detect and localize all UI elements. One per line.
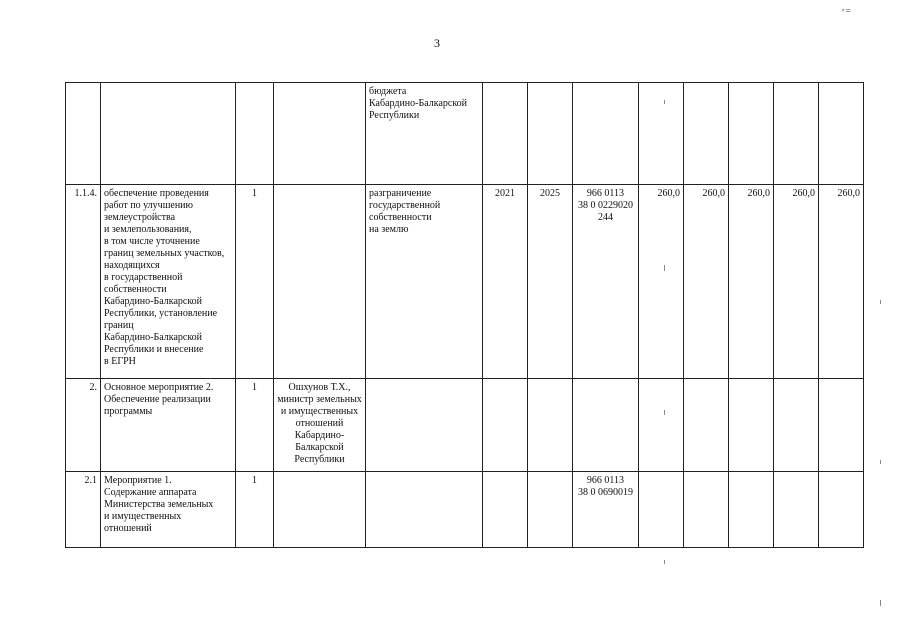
- cell-v4: [774, 83, 819, 185]
- cell-level: 1: [236, 472, 274, 548]
- cell-start: 2021: [483, 185, 528, 379]
- scan-mark: [664, 100, 665, 104]
- cell-source: бюджета Кабардино-Балкарской Республики: [366, 83, 483, 185]
- page-number: 3: [434, 36, 440, 50]
- cell-responsible: [274, 83, 366, 185]
- cell-level: 1: [236, 185, 274, 379]
- cell-source: [366, 472, 483, 548]
- cell-end: [528, 83, 573, 185]
- table-row: [66, 379, 864, 472]
- corner-mark: ʹ⁼: [842, 7, 853, 19]
- scan-mark: [664, 265, 665, 271]
- cell-v3: [729, 379, 774, 472]
- cell-end: 2025: [528, 185, 573, 379]
- cell-name: обеспечение проведения работ по улучшению землеустройства и землепользования, в том числе уточнение границ земельных участков, находящихся в государственной собственности Кабардино-Балкарской Республики, установление границ Кабардино-Балкарской Республики и внесение в ЕГРН: [101, 185, 236, 379]
- cell-v1: 260,0: [639, 185, 684, 379]
- cell-name: Основное мероприятие 2. Обеспечение реализации программы: [101, 379, 236, 472]
- cell-v2: [684, 472, 729, 548]
- cell-v3: [729, 83, 774, 185]
- program-table: [65, 82, 864, 548]
- cell-v5: [819, 472, 864, 548]
- table-row: [66, 472, 864, 548]
- cell-v2: [684, 83, 729, 185]
- cell-name: [101, 83, 236, 185]
- cell-end: [528, 379, 573, 472]
- scan-mark: [664, 410, 665, 415]
- cell-code: [573, 83, 639, 185]
- cell-v1: [639, 379, 684, 472]
- cell-v4: [774, 472, 819, 548]
- cell-code: 966 0113 38 0 0690019: [573, 472, 639, 548]
- cell-num: 1.1.4.: [66, 185, 101, 379]
- cell-v3: [729, 472, 774, 548]
- cell-source: [366, 379, 483, 472]
- cell-v1: [639, 83, 684, 185]
- cell-responsible: Ошхунов Т.Х., министр земельных и имущественных отношений Кабардино- Балкарской Республики: [274, 379, 366, 472]
- cell-num: [66, 83, 101, 185]
- cell-end: [528, 472, 573, 548]
- cell-start: [483, 379, 528, 472]
- cell-start: [483, 472, 528, 548]
- scan-mark: [880, 460, 881, 464]
- cell-level: [236, 83, 274, 185]
- cell-v1: [639, 472, 684, 548]
- scan-mark: [880, 600, 881, 606]
- cell-v5: [819, 379, 864, 472]
- cell-v4: [774, 379, 819, 472]
- cell-v5: [819, 83, 864, 185]
- cell-source: разграничение государственной собственности на землю: [366, 185, 483, 379]
- cell-responsible: [274, 185, 366, 379]
- cell-v4: 260,0: [774, 185, 819, 379]
- cell-code: 966 0113 38 0 0229020 244: [573, 185, 639, 379]
- cell-v2: 260,0: [684, 185, 729, 379]
- scan-mark: [880, 300, 881, 304]
- table-row: [66, 185, 864, 379]
- cell-num: 2.1: [66, 472, 101, 548]
- cell-name: Мероприятие 1. Содержание аппарата Министерства земельных и имущественных отношений: [101, 472, 236, 548]
- cell-v3: 260,0: [729, 185, 774, 379]
- cell-level: 1: [236, 379, 274, 472]
- cell-num: 2.: [66, 379, 101, 472]
- cell-v5: 260,0: [819, 185, 864, 379]
- cell-start: [483, 83, 528, 185]
- scan-mark: [664, 560, 665, 564]
- cell-responsible: [274, 472, 366, 548]
- cell-v2: [684, 379, 729, 472]
- cell-code: [573, 379, 639, 472]
- table-row: [66, 83, 864, 185]
